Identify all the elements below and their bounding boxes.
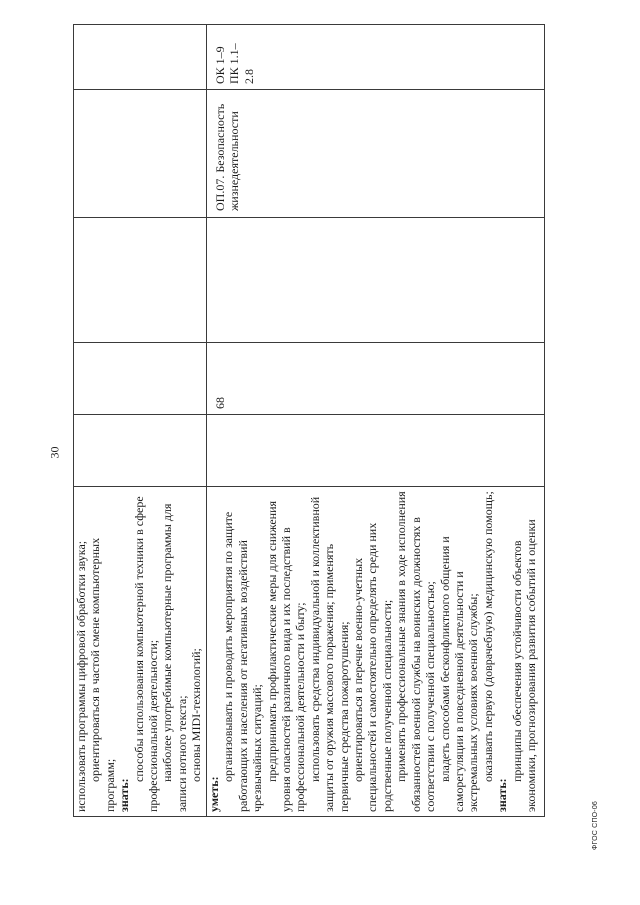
empty-cell xyxy=(74,218,207,343)
text-line: основы MIDI-технологий; xyxy=(189,648,204,782)
text-line: использовать программы цифровой обработки звука; xyxy=(74,540,88,812)
text-line: обязанностей военной службы на воинских должностях в xyxy=(408,517,423,812)
hours-cell: 68 xyxy=(207,343,545,415)
section-label: знать: xyxy=(117,778,132,812)
competency-general: ОК 1–9 xyxy=(213,46,227,84)
text-line: ориентироваться в частой смене компьютерных xyxy=(88,537,103,782)
text-line: профессиональной деятельности и быту; xyxy=(293,602,308,812)
rotated-table-page xyxy=(73,25,545,817)
text-line: работающих и населения от негативных воздействий xyxy=(235,540,250,812)
text-line: использовать средства индивидуальной и коллективной xyxy=(307,496,322,782)
table-row-life-safety xyxy=(207,25,545,817)
competencies-cell xyxy=(207,25,545,90)
text-line: специальностей и самостоятельно определять среди них xyxy=(365,522,380,812)
text-line: соответствии с полученной специальностью; xyxy=(423,581,438,812)
footer-standard-code: ФГОС СПО-06 xyxy=(592,800,599,850)
text-line: родственные полученной специальности; xyxy=(379,599,394,812)
content-cell-life-safety xyxy=(207,487,545,817)
discipline-cell: ОП.07. Безопасность жизнедеятельности xyxy=(207,90,545,218)
empty-cell xyxy=(74,343,207,415)
empty-cell xyxy=(207,415,545,487)
text-line: оказывать первую (доврачебную) медицинскую помощь; xyxy=(480,491,495,782)
competency-professional: ПК 1.1–2.8 xyxy=(227,43,256,84)
content-lines xyxy=(74,491,204,812)
empty-cell xyxy=(74,25,207,90)
empty-cell xyxy=(74,415,207,487)
content-lines xyxy=(207,491,538,812)
text-line: экономики, прогнозирования развития событий и оценки xyxy=(523,519,538,812)
text-line: принципы обеспечения устойчивости объектов xyxy=(509,540,524,782)
table-row-previous xyxy=(74,25,207,817)
curriculum-table xyxy=(73,24,545,817)
text-line: способы использования компьютерной техники в сфере xyxy=(131,496,146,782)
text-line: уровня опасностей различного вида и их последствий в xyxy=(279,527,294,812)
content-cell-previous xyxy=(74,487,207,817)
text-line: экстремальных условиях военной службы; xyxy=(466,593,481,812)
text-line: первичные средства пожаротушения; xyxy=(336,621,351,812)
text-line: предпринимать профилактические меры для снижения xyxy=(264,500,279,782)
empty-cell xyxy=(207,218,545,343)
text-line: записи нотного текста; xyxy=(174,695,189,812)
text-line: наиболее употребимые компьютерные программы для xyxy=(160,503,175,782)
section-label: знать: xyxy=(495,778,510,812)
text-line: организовывать и проводить мероприятия по защите xyxy=(221,511,236,782)
page-number: 30 xyxy=(47,446,62,459)
text-line: саморегуляции в повседневной деятельности и xyxy=(451,571,466,812)
empty-cell xyxy=(74,90,207,218)
text-line: программ; xyxy=(102,758,117,812)
text-line: применять профессиональные знания в ходе исполнения xyxy=(394,491,409,782)
text-line: владеть способами бесконфликтного общения и xyxy=(437,536,452,782)
section-label: уметь: xyxy=(207,776,221,812)
text-line: защиты от оружия массового поражения; применять xyxy=(322,543,337,812)
text-line: чрезвычайных ситуаций; xyxy=(250,684,265,812)
text-line: ориентироваться в перечне военно-учетных xyxy=(351,557,366,782)
text-line: профессиональной деятельности; xyxy=(146,639,161,812)
